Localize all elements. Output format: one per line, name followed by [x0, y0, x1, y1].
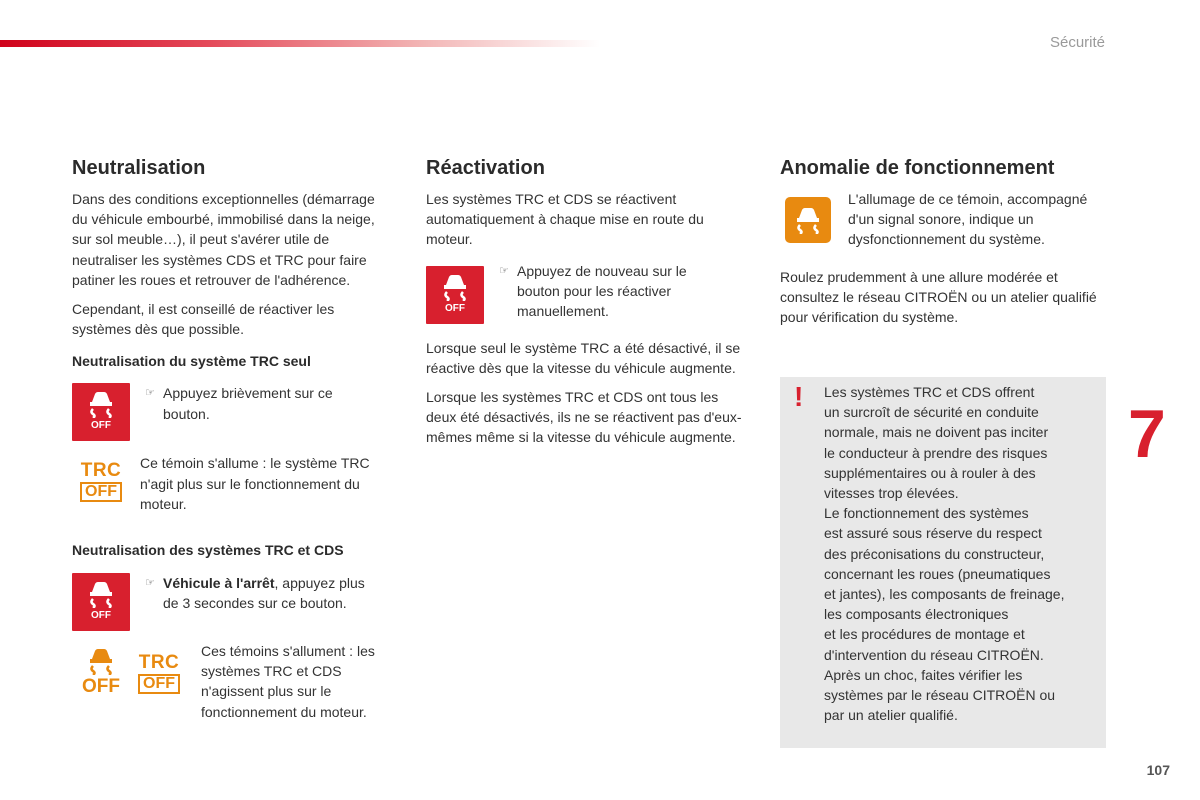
trc-cds-instruction — [72, 573, 392, 631]
reactivation-instruction — [426, 262, 751, 324]
neutralisation-heading: Neutralisation — [72, 157, 206, 179]
neutralisation-advice: Cependant, il est conseillé de réactiver les systèmes dès que possible. — [72, 301, 335, 338]
trc-lamp-description: Ce témoin s'allume : le système TRC n'agit plus sur le fonctionnement du moteur. — [140, 455, 370, 512]
reactivation-step: Appuyez de nouveau sur le bouton pour les réactiver manuellement. — [517, 262, 687, 320]
chapter-number: 7 — [1128, 396, 1166, 472]
trc-lamp-row — [72, 453, 392, 514]
neutralisation-intro: Dans des conditions exceptionnelles (démarrage du véhicule embourbé, immobilisé dans la neige, sur sol meuble…), il peut s'avérer utile de neutraliser les systèmes CDS et TRC pour faire patiner les roues et retrouver de l'adhérence. — [72, 191, 375, 288]
reactivation-column — [426, 155, 751, 448]
cds-off-button-icon: OFF — [426, 266, 484, 324]
bullet-icon: ☞ — [145, 577, 155, 590]
trc-only-instruction — [72, 383, 392, 441]
page-number: 107 — [1146, 762, 1170, 778]
section-title: Sécurité — [1049, 34, 1105, 51]
safety-warning-box — [780, 377, 1106, 748]
anomalie-heading: Anomalie de fonctionnement — [780, 157, 1055, 179]
safety-warning-text: Les systèmes TRC et CDS offrent un surcroît de sécurité en conduite normale, mais ne doivent pas inciter le conducteur à prendre des risques supplémentaires ou à rouler à des vitesses trop élevées. Le fonctionnement des systèmes est assuré sous réserve du respect des préconisations du constructeur, concernant les roues (pneumatiques et jantes), les composants de freinage, les composants électroniques et les procédures de montage et d'intervention du réseau CITROËN. Après un choc, faites vérifier les systèmes par le réseau CITROËN ou par un atelier qualifié. — [824, 384, 1065, 724]
trc-cds-lamps-description: Ces témoins s'allument : les systèmes TRC et CDS n'agissent plus sur le fonctionnement du moteur. — [201, 643, 375, 720]
anomalie-advice: Roulez prudemment à une allure modérée et consultez le réseau CITROËN ou un atelier qualifié pour vérification du système. — [780, 268, 1097, 326]
trc-off-lamp-icon: TRC OFF — [138, 652, 180, 693]
bullet-icon: ☞ — [145, 387, 155, 400]
cds-off-lamp-icon: OFF — [72, 641, 130, 696]
cds-off-button-icon: OFF — [72, 383, 130, 441]
cds-lamp-icon — [785, 197, 831, 243]
warning-icon: ! — [794, 381, 804, 412]
trc-only-subheading: Neutralisation du système TRC seul — [72, 353, 311, 370]
trc-only-step: Appuyez brièvement sur ce bouton. — [163, 385, 333, 422]
neutralisation-column — [72, 155, 392, 722]
trc-cds-step: Véhicule à l'arrêt, appuyez plus de 3 secondes sur ce bouton. — [163, 575, 365, 612]
cds-off-button-icon: OFF — [72, 573, 130, 631]
reactivation-heading: Réactivation — [426, 157, 545, 179]
trc-cds-subheading: Neutralisation des systèmes TRC et CDS — [72, 542, 344, 559]
anomalie-lamp-row — [780, 189, 1106, 250]
anomalie-lamp-description: L'allumage de ce témoin, accompagné d'un signal sonore, indique un dysfonctionnement du système. — [848, 191, 1088, 248]
reactivation-trc-only: Lorsque seul le système TRC a été désactivé, il se réactive dès que la vitesse du véhicule augmente. — [426, 339, 741, 376]
reactivation-trc-cds: Lorsque les systèmes TRC et CDS ont tous les deux été désactivés, ils ne se réactivent pas d'eux-mêmes même si la vitesse du véhicule augmente. — [426, 389, 742, 446]
anomalie-column — [780, 155, 1106, 327]
reactivation-auto: Les systèmes TRC et CDS se réactivent automatiquement à chaque mise en route du moteur. — [426, 191, 704, 248]
bullet-icon: ☞ — [499, 264, 509, 277]
trc-off-lamp-icon: TRC OFF — [80, 460, 122, 501]
trc-cds-lamps-row — [72, 641, 392, 722]
header-accent-bar — [0, 40, 600, 47]
